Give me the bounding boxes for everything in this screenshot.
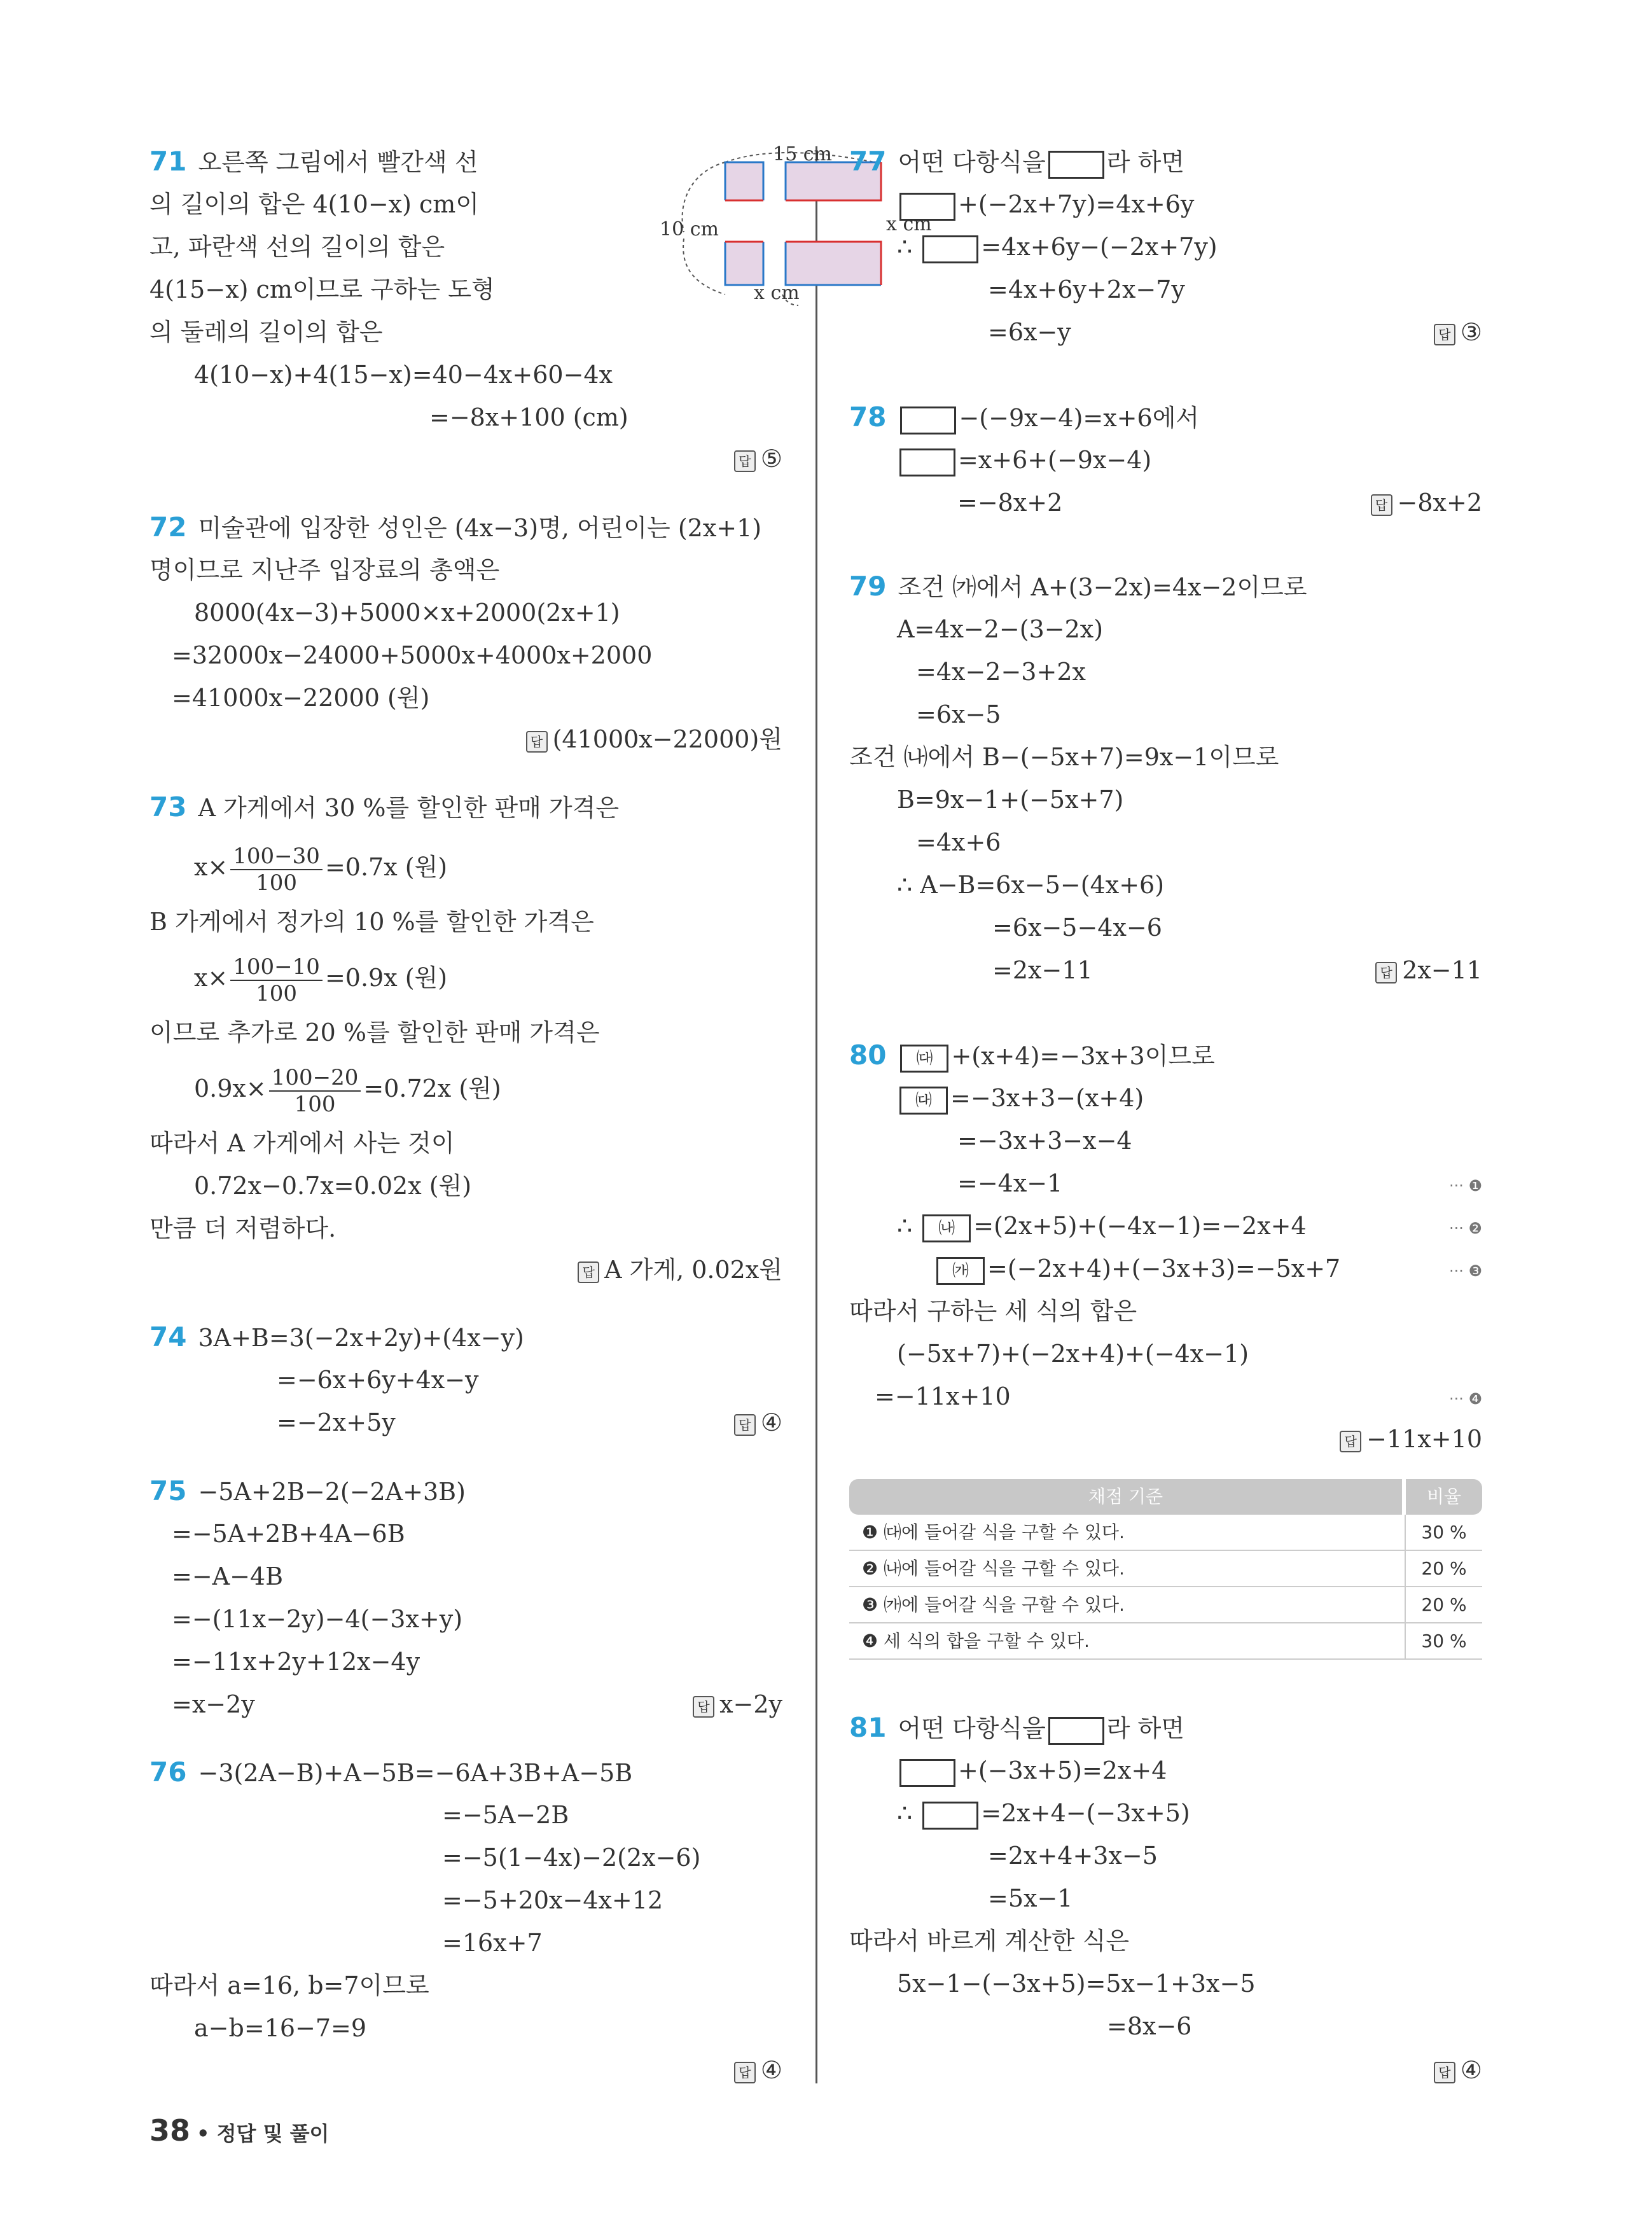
problem-80-eq-7: (−5x+7)+(−2x+4)+(−4x−1) bbox=[897, 1340, 1249, 1368]
step-marker-3: ··· ❸ bbox=[1448, 1262, 1482, 1280]
footer-title: • 정답 및 풀이 bbox=[197, 2122, 330, 2146]
step-marker-2: ··· ❷ bbox=[1448, 1220, 1482, 1237]
answer-value: ③ bbox=[1460, 318, 1482, 346]
problem-75-eq-3: =−A−4B bbox=[172, 1562, 284, 1590]
table-row bbox=[849, 1623, 1482, 1660]
table-row bbox=[849, 1551, 1482, 1587]
problem-76-eq-5: =16x+7 bbox=[442, 1929, 543, 1957]
answer-value: (41000x−22000)원 bbox=[552, 725, 782, 753]
answer-value: −11x+10 bbox=[1366, 1425, 1482, 1453]
header-ratio: 비율 bbox=[1406, 1479, 1482, 1515]
problem-74-eq-3: =−2x+5y bbox=[277, 1408, 396, 1436]
blank-box bbox=[899, 193, 955, 221]
problem-71-line-4: 4(15−x) cm이므로 구하는 도형 bbox=[149, 275, 495, 303]
answer-mark-icon: 답 bbox=[693, 1696, 714, 1718]
problem-80-eq-1: 80 ㈐ +(x+4)=−3x+3이므로 bbox=[849, 1040, 1215, 1073]
figure-label-bottom: x cm bbox=[754, 282, 800, 304]
problem-72-eq-3: =41000x−22000 (원) bbox=[172, 684, 430, 712]
problem-79-eq-6: ∴ A−B=6x−5−(4x+6) bbox=[897, 871, 1165, 899]
problem-73-answer bbox=[578, 1255, 782, 1285]
problem-76-eq-3: =−5(1−4x)−2(2x−6) bbox=[442, 1844, 701, 1872]
problem-80-eq-2: ㈐ =−3x+3−(x+4) bbox=[897, 1083, 1144, 1115]
ratio-cell: 30 % bbox=[1405, 1623, 1482, 1658]
problem-76-eq-1 bbox=[149, 1757, 632, 1788]
problem-75-eq-4: =−(11x−2y)−4(−3x+y) bbox=[172, 1605, 463, 1633]
criteria-cell: ❸ ㈎에 들어갈 식을 구할 수 있다. bbox=[862, 1594, 1125, 1615]
answer-value: ④ bbox=[760, 2056, 782, 2084]
fraction: $\frac{100-30}{100}$ bbox=[230, 844, 323, 896]
text: 어떤 다항식을 bbox=[898, 148, 1046, 176]
blank-box bbox=[899, 448, 955, 476]
problem-73-line-5: 만큼 더 저렴하다. bbox=[149, 1214, 337, 1242]
problem-77-line-1 bbox=[849, 146, 1184, 179]
answer-value: 2x−11 bbox=[1402, 956, 1482, 984]
ratio-cell: 20 % bbox=[1405, 1587, 1482, 1622]
problem-78-eq-2: =x+6+(−9x−4) bbox=[897, 445, 1151, 476]
answer-mark-icon: 답 bbox=[578, 1261, 599, 1283]
ratio-cell: 20 % bbox=[1405, 1551, 1482, 1586]
answer-value: x−2y bbox=[719, 1690, 782, 1718]
problem-79-line-2: 조건 ㈏에서 B−(−5x+7)=9x−1이므로 bbox=[849, 743, 1279, 771]
problem-73-frac-3: 0.9x× $\frac{100-20}{100}$ =0.72x (원) bbox=[194, 1064, 501, 1117]
problem-79-eq-1: A=4x−2−(3−2x) bbox=[897, 615, 1104, 643]
answer-value: A 가게, 0.02x원 bbox=[604, 1256, 782, 1284]
problem-number: 81 bbox=[849, 1712, 887, 1743]
problem-number: 80 bbox=[849, 1039, 887, 1071]
problem-80-eq-4: =−4x−1 bbox=[957, 1169, 1063, 1197]
problem-number: 73 bbox=[149, 791, 187, 823]
table-row bbox=[849, 1515, 1482, 1551]
problem-81-answer bbox=[1434, 2055, 1482, 2085]
problem-80-eq-6: ㈎ =(−2x+4)+(−3x+3)=−5x+7 bbox=[934, 1253, 1340, 1285]
problem-80-answer bbox=[1340, 1424, 1482, 1454]
blank-box bbox=[922, 1802, 978, 1830]
problem-71-line-1 bbox=[149, 146, 478, 177]
problem-81-eq-2: ∴ =2x+4−(−3x+5) bbox=[897, 1798, 1190, 1830]
problem-75-eq-6: =x−2y bbox=[172, 1690, 255, 1718]
text: −5A+2B−2(−2A+3B) bbox=[198, 1478, 466, 1506]
problem-78-eq-1: 78 −(−9x−4)=x+6에서 bbox=[849, 402, 1199, 434]
problem-71-line-5: 의 둘레의 길이의 합은 bbox=[149, 318, 383, 346]
problem-77-answer bbox=[1434, 317, 1482, 347]
problem-75-eq-1 bbox=[149, 1476, 466, 1507]
column-divider bbox=[816, 146, 817, 2083]
step-marker-1: ··· ❶ bbox=[1448, 1177, 1482, 1195]
problem-78-answer bbox=[1371, 487, 1482, 518]
problem-73-frac-2: x× $\frac{100-10}{100}$ =0.9x (원) bbox=[194, 954, 448, 1006]
ratio-cell: 30 % bbox=[1405, 1515, 1482, 1550]
problem-81-line-1 bbox=[849, 1713, 1184, 1745]
problem-number: 72 bbox=[149, 511, 187, 543]
problem-71-answer bbox=[734, 443, 782, 474]
tag-box-da: ㈐ bbox=[899, 1087, 948, 1115]
tag-box-ga: ㈎ bbox=[936, 1257, 985, 1285]
text: A 가게에서 30 %를 할인한 판매 가격은 bbox=[198, 794, 620, 822]
criteria-cell: ❶ ㈐에 들어갈 식을 구할 수 있다. bbox=[862, 1522, 1125, 1543]
problem-80-eq-3: =−3x+3−x−4 bbox=[957, 1127, 1132, 1155]
problem-79-eq-5: =4x+6 bbox=[916, 828, 1001, 856]
answer-mark-icon: 답 bbox=[526, 731, 548, 753]
answer-value: ⑤ bbox=[760, 445, 782, 473]
header-criteria: 채점 기준 bbox=[849, 1479, 1402, 1515]
problem-79-eq-3: =6x−5 bbox=[916, 700, 1001, 728]
problem-80-line-1: 따라서 구하는 세 식의 합은 bbox=[849, 1297, 1137, 1325]
problem-79-eq-4: B=9x−1+(−5x+7) bbox=[897, 786, 1124, 814]
step-marker-4: ··· ❹ bbox=[1448, 1390, 1482, 1408]
answer-mark-icon: 답 bbox=[734, 1414, 756, 1436]
problem-74-answer bbox=[734, 1407, 782, 1438]
answer-mark-icon: 답 bbox=[1434, 2062, 1455, 2083]
problem-81-eq-4: =5x−1 bbox=[988, 1884, 1073, 1912]
problem-79-eq-7: =6x−5−4x−6 bbox=[992, 914, 1162, 942]
problem-number: 78 bbox=[849, 401, 887, 433]
answer-value: −8x+2 bbox=[1397, 489, 1482, 517]
answer-value: ④ bbox=[760, 1408, 782, 1436]
text: −3(2A−B)+A−5B=−6A+3B+A−5B bbox=[198, 1759, 633, 1787]
answer-mark-icon: 답 bbox=[734, 450, 756, 472]
problem-77-eq-3: =4x+6y+2x−7y bbox=[988, 275, 1185, 303]
answer-value: ④ bbox=[1460, 2056, 1482, 2084]
problem-71-line-2: 의 길이의 합은 4(10−x) cm이 bbox=[149, 190, 480, 218]
problem-79-eq-2: =4x−2−3+2x bbox=[916, 658, 1086, 686]
text: 어떤 다항식을 bbox=[898, 1714, 1046, 1742]
problem-81-line-2: 따라서 바르게 계산한 식은 bbox=[849, 1927, 1130, 1955]
problem-73-line-4: 따라서 A 가게에서 사는 것이 bbox=[149, 1129, 455, 1157]
problem-75-answer bbox=[693, 1689, 782, 1720]
problem-number: 74 bbox=[149, 1321, 187, 1352]
text: 라 하면 bbox=[1106, 148, 1184, 176]
answer-mark-icon: 답 bbox=[734, 2062, 756, 2083]
figure-label-top: 15 cm bbox=[773, 143, 832, 165]
tag-box-na: ㈏ bbox=[922, 1214, 971, 1242]
page-number: 38 bbox=[149, 2113, 191, 2148]
problem-73-line-2: B 가게에서 정가의 10 %를 할인한 가격은 bbox=[149, 908, 594, 936]
fraction: $\frac{100-20}{100}$ bbox=[269, 1065, 361, 1117]
answer-mark-icon: 답 bbox=[1434, 324, 1455, 345]
problem-73-line-3: 이므로 추가로 20 %를 할인한 판매 가격은 bbox=[149, 1018, 600, 1046]
problem-72-answer bbox=[526, 724, 782, 754]
problem-71-eq-2: =−8x+100 (cm) bbox=[429, 403, 628, 431]
problem-80-eq-5: ∴ ㈏ =(2x+5)+(−4x−1)=−2x+4 bbox=[897, 1211, 1307, 1242]
problem-77-eq-2: ∴ =4x+6y−(−2x+7y) bbox=[897, 232, 1218, 263]
criteria-cell: ❹ 세 식의 합을 구할 수 있다. bbox=[862, 1630, 1090, 1651]
problem-74-eq-2: =−6x+6y+4x−y bbox=[277, 1366, 479, 1394]
problem-81-eq-1: +(−3x+5)=2x+4 bbox=[897, 1755, 1167, 1787]
problem-73-line-1 bbox=[149, 792, 619, 823]
problem-number: 77 bbox=[849, 146, 887, 177]
problem-81-eq-5: 5x−1−(−3x+5)=5x−1+3x−5 bbox=[897, 1970, 1256, 1998]
problem-80-eq-8: =−11x+10 bbox=[875, 1382, 1011, 1410]
problem-79-eq-8: =2x−11 bbox=[992, 956, 1093, 984]
table-row bbox=[849, 1587, 1482, 1623]
blank-box bbox=[900, 407, 956, 434]
problem-74-eq-1 bbox=[149, 1322, 524, 1353]
problem-number: 76 bbox=[149, 1756, 187, 1788]
tag-box-da: ㈐ bbox=[900, 1045, 948, 1073]
problem-72-line-2: 명이므로 지난주 입장료의 총액은 bbox=[149, 556, 500, 584]
blank-box bbox=[1048, 1717, 1104, 1745]
problem-75-eq-2: =−5A+2B+4A−6B bbox=[172, 1520, 405, 1548]
problem-76-eq-6: a−b=16−7=9 bbox=[194, 2014, 367, 2042]
problem-81-eq-3: =2x+4+3x−5 bbox=[988, 1842, 1158, 1870]
problem-76-answer bbox=[734, 2055, 782, 2085]
grading-criteria-table bbox=[849, 1479, 1482, 1660]
problem-number: 75 bbox=[149, 1475, 187, 1506]
answer-mark-icon: 답 bbox=[1375, 962, 1397, 983]
problem-71-line-3: 고, 파란색 선의 길이의 합은 bbox=[149, 233, 445, 261]
page-footer bbox=[149, 2113, 329, 2148]
blank-box bbox=[1048, 151, 1104, 179]
problem-number: 79 bbox=[849, 571, 887, 602]
figure-label-right: x cm bbox=[886, 213, 932, 235]
blank-box bbox=[899, 1759, 955, 1787]
answer-mark-icon: 답 bbox=[1371, 494, 1392, 516]
problem-72-line-1 bbox=[149, 512, 761, 543]
problem-71-eq-1: 4(10−x)+4(15−x)=40−4x+60−4x bbox=[194, 361, 613, 389]
table-header bbox=[849, 1479, 1482, 1515]
fraction: $\frac{100-10}{100}$ bbox=[230, 954, 323, 1006]
problem-79-answer bbox=[1375, 955, 1482, 985]
problem-73-eq-1: 0.72x−0.7x=0.02x (원) bbox=[194, 1172, 472, 1200]
problem-76-eq-2: =−5A−2B bbox=[442, 1801, 569, 1829]
problem-72-eq-2: =32000x−24000+5000x+4000x+2000 bbox=[172, 641, 653, 669]
problem-73-frac-1: x× $\frac{100-30}{100}$ =0.7x (원) bbox=[194, 843, 448, 896]
text: 조건 ㈎에서 A+(3−2x)=4x−2이므로 bbox=[898, 573, 1307, 601]
problem-78-eq-3: =−8x+2 bbox=[957, 489, 1063, 517]
problem-number: 71 bbox=[149, 146, 187, 177]
problem-81-eq-6: =8x−6 bbox=[1107, 2012, 1192, 2040]
criteria-cell: ❷ ㈏에 들어갈 식을 구할 수 있다. bbox=[862, 1558, 1125, 1579]
problem-72-eq-1: 8000(4x−3)+5000×x+2000(2x+1) bbox=[194, 599, 620, 627]
text: 오른쪽 그림에서 빨간색 선 bbox=[198, 148, 478, 176]
problem-75-eq-5: =−11x+2y+12x−4y bbox=[172, 1648, 420, 1676]
problem-76-line-1: 따라서 a=16, b=7이므로 bbox=[149, 1971, 429, 1999]
problem-77-eq-4: =6x−y bbox=[988, 318, 1071, 346]
problem-76-eq-4: =−5+20x−4x+12 bbox=[442, 1886, 663, 1914]
text: 3A+B=3(−2x+2y)+(4x−y) bbox=[198, 1324, 524, 1352]
problem-79-line-1 bbox=[849, 571, 1307, 602]
text: 미술관에 입장한 성인은 (4x−3)명, 어린이는 (2x+1) bbox=[198, 514, 762, 542]
problem-77-eq-1: +(−2x+7y)=4x+6y bbox=[897, 189, 1194, 221]
answer-mark-icon: 답 bbox=[1340, 1431, 1361, 1452]
text: 라 하면 bbox=[1106, 1714, 1184, 1742]
figure-label-left: 10 cm bbox=[660, 218, 719, 240]
blank-box bbox=[922, 235, 978, 263]
